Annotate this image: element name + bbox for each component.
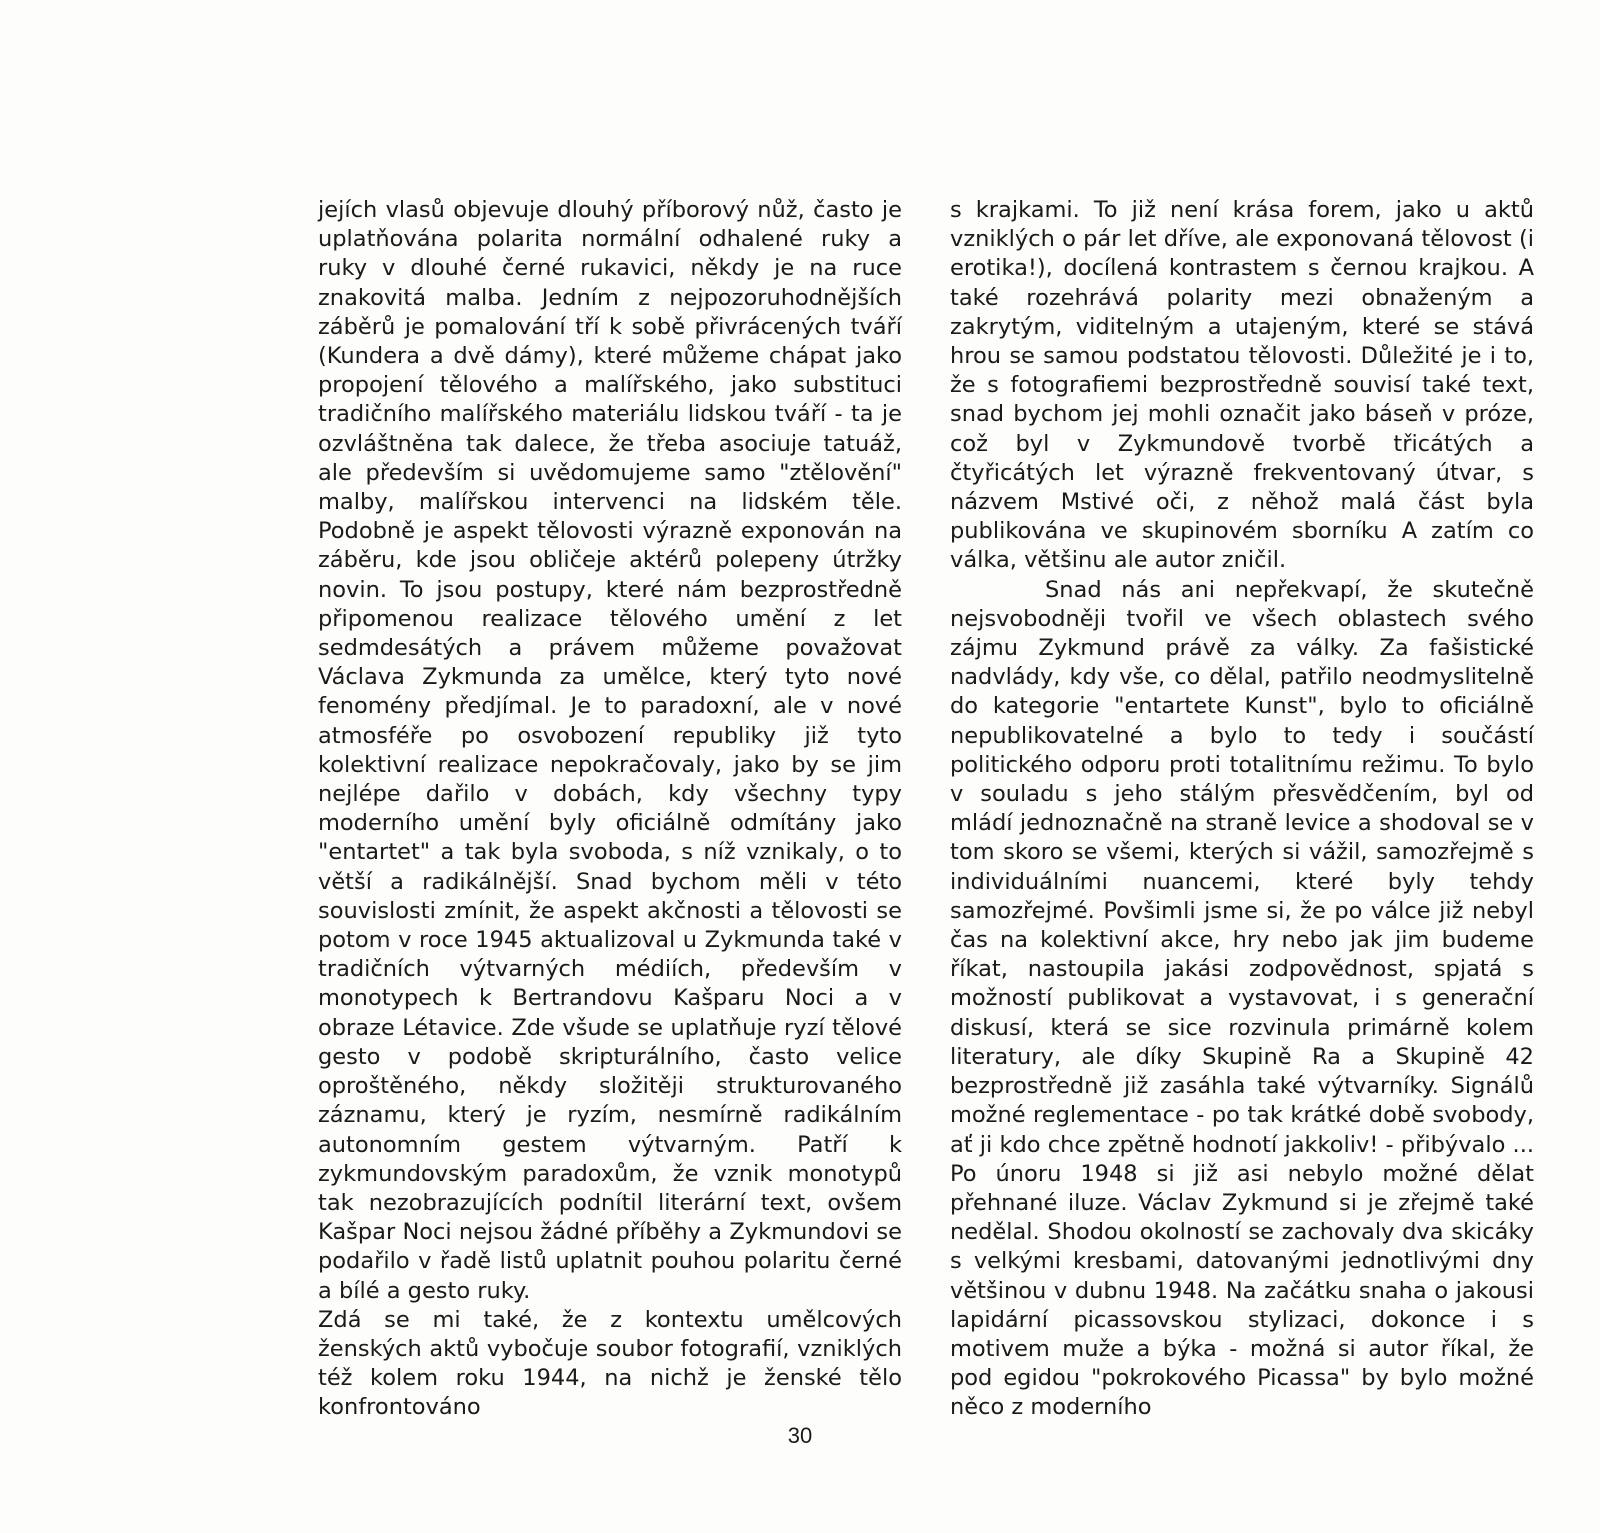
left-paragraph-2: Zdá se mi také, že z kontextu umělcových ženských aktů vybočuje soubor fotografií, vzniklých též kolem roku 1944, na nichž je ženské tělo konfrontováno xyxy=(318,1306,902,1421)
right-paragraph-2: Snad nás ani nepřekvapí, že skutečně nejsvobodněji tvořil ve všech oblastech svého zájmu Zykmund právě za války. Za fašistické nadvlády, kdy vše, co dělal, patřilo neodmyslitelně do kategorie "entartete Kunst", bylo to oficiálně nepublikovatelné a bylo to tedy i součástí politického odporu proti totalitnímu režimu. To bylo v souladu s jeho stálým přesvědčením, byl od mládí jednoznačně na straně levice a shodoval se v tom skoro se všemi, kterých si vážil, samozřejmě s individuálními nuancemi, které byly tehdy samozřejmé. Povšimli jsme si, že po válce již nebyl čas na kolektivní akce, hry nebo jak jim budeme říkat, nastoupila jakási zodpovědnost, spjatá s možností publikovat a vystavovat, i s generační diskusí, která se sice rozvinula primárně kolem literatury, ale díky Skupině Ra a Skupině 42 bezprostředně již zasáhla také výtvarníky. Signálů možné reglementace - po tak krátké době svobody, ať ji kdo chce zpětně hodnotí jakkoliv! - přibývalo ... Po únoru 1948 si již asi nebylo možné dělat přehnané iluze. Václav Zykmund si je zřejmě také nedělal. Shodou okolností se zachovaly dva skicáky s velkými kresbami, datovanými jednotlivými dny většinou v dubnu 1948. Na začátku snaha o jakousi lapidární picassovskou stylizaci, dokonce i s motivem muže a býka - možná si autor říkal, že pod egidou "pokrokového Picassa" by bylo možné něco z moderního xyxy=(950,576,1534,1421)
right-paragraph-1: s krajkami. To již není krása forem, jako u aktů vzniklých o pár let dříve, ale exponovaná tělovost (i erotika!), docílená kontrastem s černou krajkou. A také rozehrává polarity mezi obnaženým a zakrytým, viditelným a utajeným, které se stává hrou se samou podstatou tělovosti. Důležité je i to, že s fotografiemi bezprostředně souvisí také text, snad bychom jej mohli označit jako báseň v próze, což byl v Zykmundově tvorbě třicátých a čtyřicátých let výrazně frekventovaný útvar, s názvem Mstivé oči, z něhož malá část byla publikována ve skupinovém sborníku A zatím co válka, většinu ale autor zničil. xyxy=(950,197,1534,574)
left-text-column xyxy=(318,196,902,1423)
right-text-column xyxy=(950,196,1534,1423)
left-paragraph-1: jejích vlasů objevuje dlouhý příborový nůž, často je uplatňována polarita normální odhalené ruky a ruky v dlouhé černé rukavici, někdy je na ruce znakovitá malba. Jedním z nejpozoruhodnějších záběrů je pomalování tří k sobě přivrácených tváří (Kundera a dvě dámy), které můžeme chápat jako propojení tělového a malířského, jako substituci tradičního malířského materiálu lidskou tváří - ta je ozvláštněna tak dalece, že třeba asociuje tatuáž, ale především si uvědomujeme samo "ztělovění" malby, malířskou intervenci na lidském těle. Podobně je aspekt tělovosti výrazně exponován na záběru, kde jsou obličeje aktérů polepeny útržky novin. To jsou postupy, které nám bezprostředně připomenou realizace tělového umění z let sedmdesátých a právem můžeme považovat Václava Zykmunda za umělce, který tyto nové fenomény předjímal. Je to paradoxní, ale v nové atmosféře po osvobození republiky již tyto kolektivní realizace nepokračovaly, jako by se jim nejlépe dařilo v dobách, kdy všechny typy moderního umění byly oficiálně odmítány jako "entartet" a tak byla svoboda, s níž vznikaly, o to větší a radikálnější. Snad bychom měli v této souvislosti zmínit, že aspekt akčnosti a tělovosti se potom v roce 1945 aktualizoval u Zykmunda také v tradičních výtvarných médiích, především v monotypech k Bertrandovu Kašparu Noci a v obraze Létavice. Zde všude se uplatňuje ryzí tělové gesto v podobě skripturálního, často velice oproštěného, někdy složitěji strukturovaného záznamu, který je ryzím, nesmírně radikálním autonomním gestem výtvarným. Patří k zykmundovským paradoxům, že vznik monotypů tak nezobrazujících podnítil literární text, ovšem Kašpar Noci nejsou žádné příběhy a Zykmundovi se podařilo v řadě listů uplatnit pouhou polaritu černé a bílé a gesto ruky. xyxy=(318,197,902,1304)
page-number: 30 xyxy=(787,1423,813,1448)
